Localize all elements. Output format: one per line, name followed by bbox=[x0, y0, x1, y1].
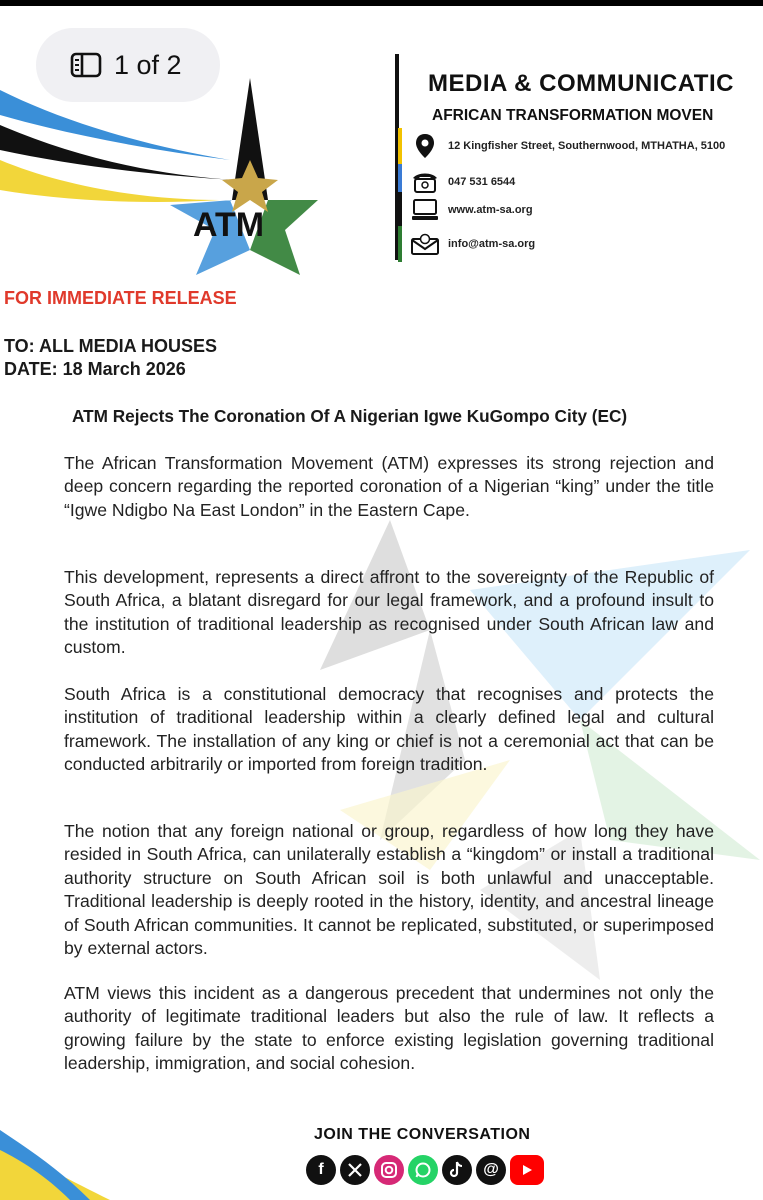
contact-address-text: 12 Kingfisher Street, Southernwood, MTHATHA, 5100 bbox=[448, 140, 726, 152]
headline: ATM Rejects The Coronation Of A Nigerian Igwe KuGompo City (EC) bbox=[72, 406, 628, 426]
contact-email[interactable] bbox=[398, 226, 535, 262]
body-paragraph: The African Transformation Movement (ATM) expresses its strong rejection and deep concern regarding the reported coronation of a Nigerian “king” under the title “Igwe Ndigbo Na East London” in the Eastern Cape. bbox=[64, 453, 714, 520]
logo-text: ATM bbox=[193, 206, 265, 244]
date-line: DATE: 18 March 2026 bbox=[4, 359, 186, 379]
page-indicator[interactable] bbox=[36, 28, 220, 102]
body-paragraph: This development, represents a direct affront to the sovereignty of the Republic of South Africa, a blatant disregard for our legal framework, and a profound insult to the institution of traditional leadership as recognised under South African law and custom. bbox=[64, 567, 714, 658]
body-paragraph: South Africa is a constitutional democracy that recognises and protects the institution of traditional leadership within a clearly defined legal and cultural framework. The installation of any king or chief is not a ceremonial act that can be conducted arbitrarily or imported from foreign tradition. bbox=[64, 684, 714, 775]
computer-icon bbox=[410, 195, 440, 225]
location-pin-icon bbox=[410, 131, 440, 161]
contact-email-text: info@atm-sa.org bbox=[448, 238, 536, 250]
facebook-icon[interactable]: f bbox=[306, 1155, 336, 1185]
x-icon[interactable] bbox=[340, 1155, 370, 1185]
contact-bar bbox=[398, 128, 402, 164]
page-indicator-label: 1 of 2 bbox=[114, 49, 182, 80]
instagram-icon[interactable] bbox=[374, 1155, 404, 1185]
tiktok-icon[interactable] bbox=[442, 1155, 472, 1185]
recipient-line: TO: ALL MEDIA HOUSES bbox=[4, 336, 218, 356]
body-paragraph: ATM views this incident as a dangerous precedent that undermines not only the authority of legitimate traditional leaders but also the rule of law. It reflects a growing failure by the state to enforce existing legislation governing traditional leadership, immigration, and social cohesion. bbox=[64, 983, 714, 1074]
contact-website-text: www.atm-sa.org bbox=[448, 204, 533, 216]
join-conversation-label: JOIN THE CONVERSATION bbox=[314, 1126, 531, 1143]
contact-website[interactable] bbox=[398, 192, 533, 228]
youtube-icon[interactable] bbox=[510, 1155, 544, 1185]
body-paragraph: The notion that any foreign national or group, regardless of how long they have resided in South Africa, can unilaterally establish a “kingdom” or install a traditional authority structure on South African soil is both unlawful and unacceptable. Traditional leadership is deeply rooted in the history, identity, and ancestral lineage of South African communities. It cannot be replicated, substituted, or superimposed by external actors. bbox=[64, 821, 714, 959]
release-label: FOR IMMEDIATE RELEASE bbox=[4, 288, 237, 308]
contact-bar bbox=[398, 226, 402, 262]
corner-swoosh bbox=[0, 1130, 120, 1200]
envelope-icon bbox=[410, 229, 440, 259]
top-edge-bar bbox=[0, 0, 763, 6]
social-icons bbox=[306, 1155, 544, 1185]
contact-phone-text: 047 531 6544 bbox=[448, 176, 516, 188]
letterhead-title: MEDIA & COMMUNICATIC bbox=[428, 70, 734, 97]
letterhead-subtitle: AFRICAN TRANSFORMATION MOVEN bbox=[432, 107, 714, 124]
document-pages-icon bbox=[70, 52, 102, 78]
contact-address bbox=[398, 128, 725, 164]
whatsapp-icon[interactable] bbox=[408, 1155, 438, 1185]
threads-icon[interactable]: @ bbox=[476, 1155, 506, 1185]
contact-bar bbox=[398, 192, 402, 228]
